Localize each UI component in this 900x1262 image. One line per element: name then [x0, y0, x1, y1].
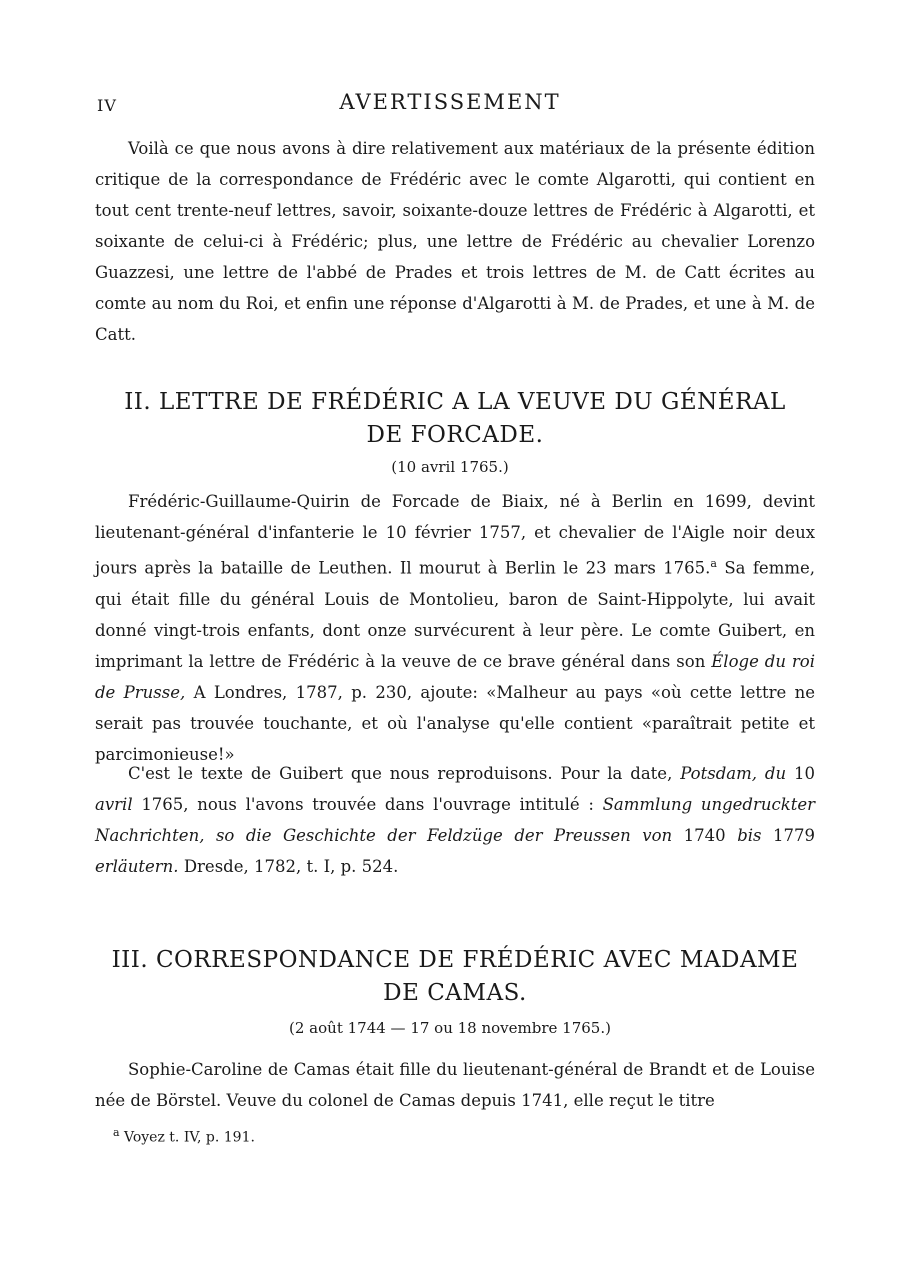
footnote-ref: a [710, 557, 717, 570]
s2-p2-a: C'est le texte de Guibert que nous reproduisons. Pour la date, [128, 764, 673, 783]
s2-p2-work: Sammlung ungedruckter Nachrichten, so die Geschichte der Feldzüge der Preussen von [95, 795, 816, 845]
section-2-heading-line1: II. LETTRE DE FRÉDÉRIC A LA VEUVE DU GÉNÉRAL [124, 389, 786, 415]
s2-p2-date: Potsdam, du [680, 764, 787, 783]
s2-p2-bis: bis [737, 826, 762, 845]
s2-p2-e: 1779 [773, 826, 816, 845]
s2-p2-c: 1765, nous l'avons trouvée dans l'ouvrage intitulé : [141, 795, 594, 814]
section-2-heading-line2: DE FORCADE. [366, 422, 544, 448]
s2-p2-f: Dresde, 1782, t. I, p. 524. [183, 857, 399, 876]
s2-p2-d: 1740 [683, 826, 726, 845]
page-number: IV [97, 96, 117, 115]
section-3-heading-line1: III. CORRESPONDANCE DE FRÉDÉRIC AVEC MADAME [111, 947, 799, 973]
intro-paragraph: Voilà ce que nous avons à dire relativement aux matériaux de la présente édition critique de la correspondance de Frédéric avec le comte Algarotti, qui contient en tout cent trente-neuf lettres, savoir, soixante-douze lettres de Frédéric à Algarotti, et soixante de celui-ci à Frédéric; plus, une lettre de Frédéric au chevalier Lorenzo Guazzesi, une lettre de l'abbé de Prades et trois lettres de M. de Catt écrites au comte au nom du Roi, et enfin une réponse d'Algarotti à M. de Prades, et une à M. de Catt. [95, 139, 815, 344]
s2-p1-end: A Londres, 1787, p. 230, ajoute: «Malheur au pays «où cette lettre ne serait pas trouvée touchante, et où l'analyse qu'elle contient «paraîtrait petite et parcimonieuse!» [95, 682, 815, 764]
section-3-dates: (2 août 1744 — 17 ou 18 novembre 1765.) [289, 1019, 611, 1037]
footnote-mark: a [113, 1126, 120, 1139]
footnote-text: Voyez t. IV, p. 191. [124, 1129, 255, 1146]
running-title: AVERTISSEMENT [339, 90, 561, 114]
section-2-paragraph-1 [95, 486, 815, 770]
section-2-dates: (10 avril 1765.) [391, 458, 509, 476]
section-2-paragraph-2 [95, 758, 815, 882]
section-2-heading [95, 386, 815, 452]
footnote [113, 1126, 255, 1146]
s2-p1-cont: Sa femme, qui était fille du général Louis de Montolieu, baron de Saint-Hippolyte, lui avait donné vingt-trois enfants, dont onze survécurent à leur père. Le comte Guibert, en imprimant la lettre de Frédéric à la veuve de ce brave général dans son [95, 558, 815, 671]
s2-p2-b: 10 [794, 764, 815, 783]
section-3-heading-line2: DE CAMAS. [383, 980, 527, 1006]
section-3-paragraph-1: Sophie-Caroline de Camas était fille du lieutenant-général de Brandt et de Louise née de Börstel. Veuve du colonel de Camas depuis 1741, elle reçut le titre [95, 1060, 815, 1110]
section-3-heading [95, 944, 815, 1010]
s2-p1-title: Éloge du roi de Prusse, [95, 651, 815, 702]
s2-p1-text: Frédéric-Guillaume-Quirin de Forcade de Biaix, né à Berlin en 1699, devint lieutenant-général d'infanterie le 10 février 1757, et chevalier de l'Aigle noir deux jours après la bataille de Leuthen. Il mourut à Berlin le 23 mars 1765. [95, 492, 815, 578]
s2-p2-avril: avril [95, 795, 133, 814]
s2-p2-erlautern: erläutern. [95, 857, 179, 876]
